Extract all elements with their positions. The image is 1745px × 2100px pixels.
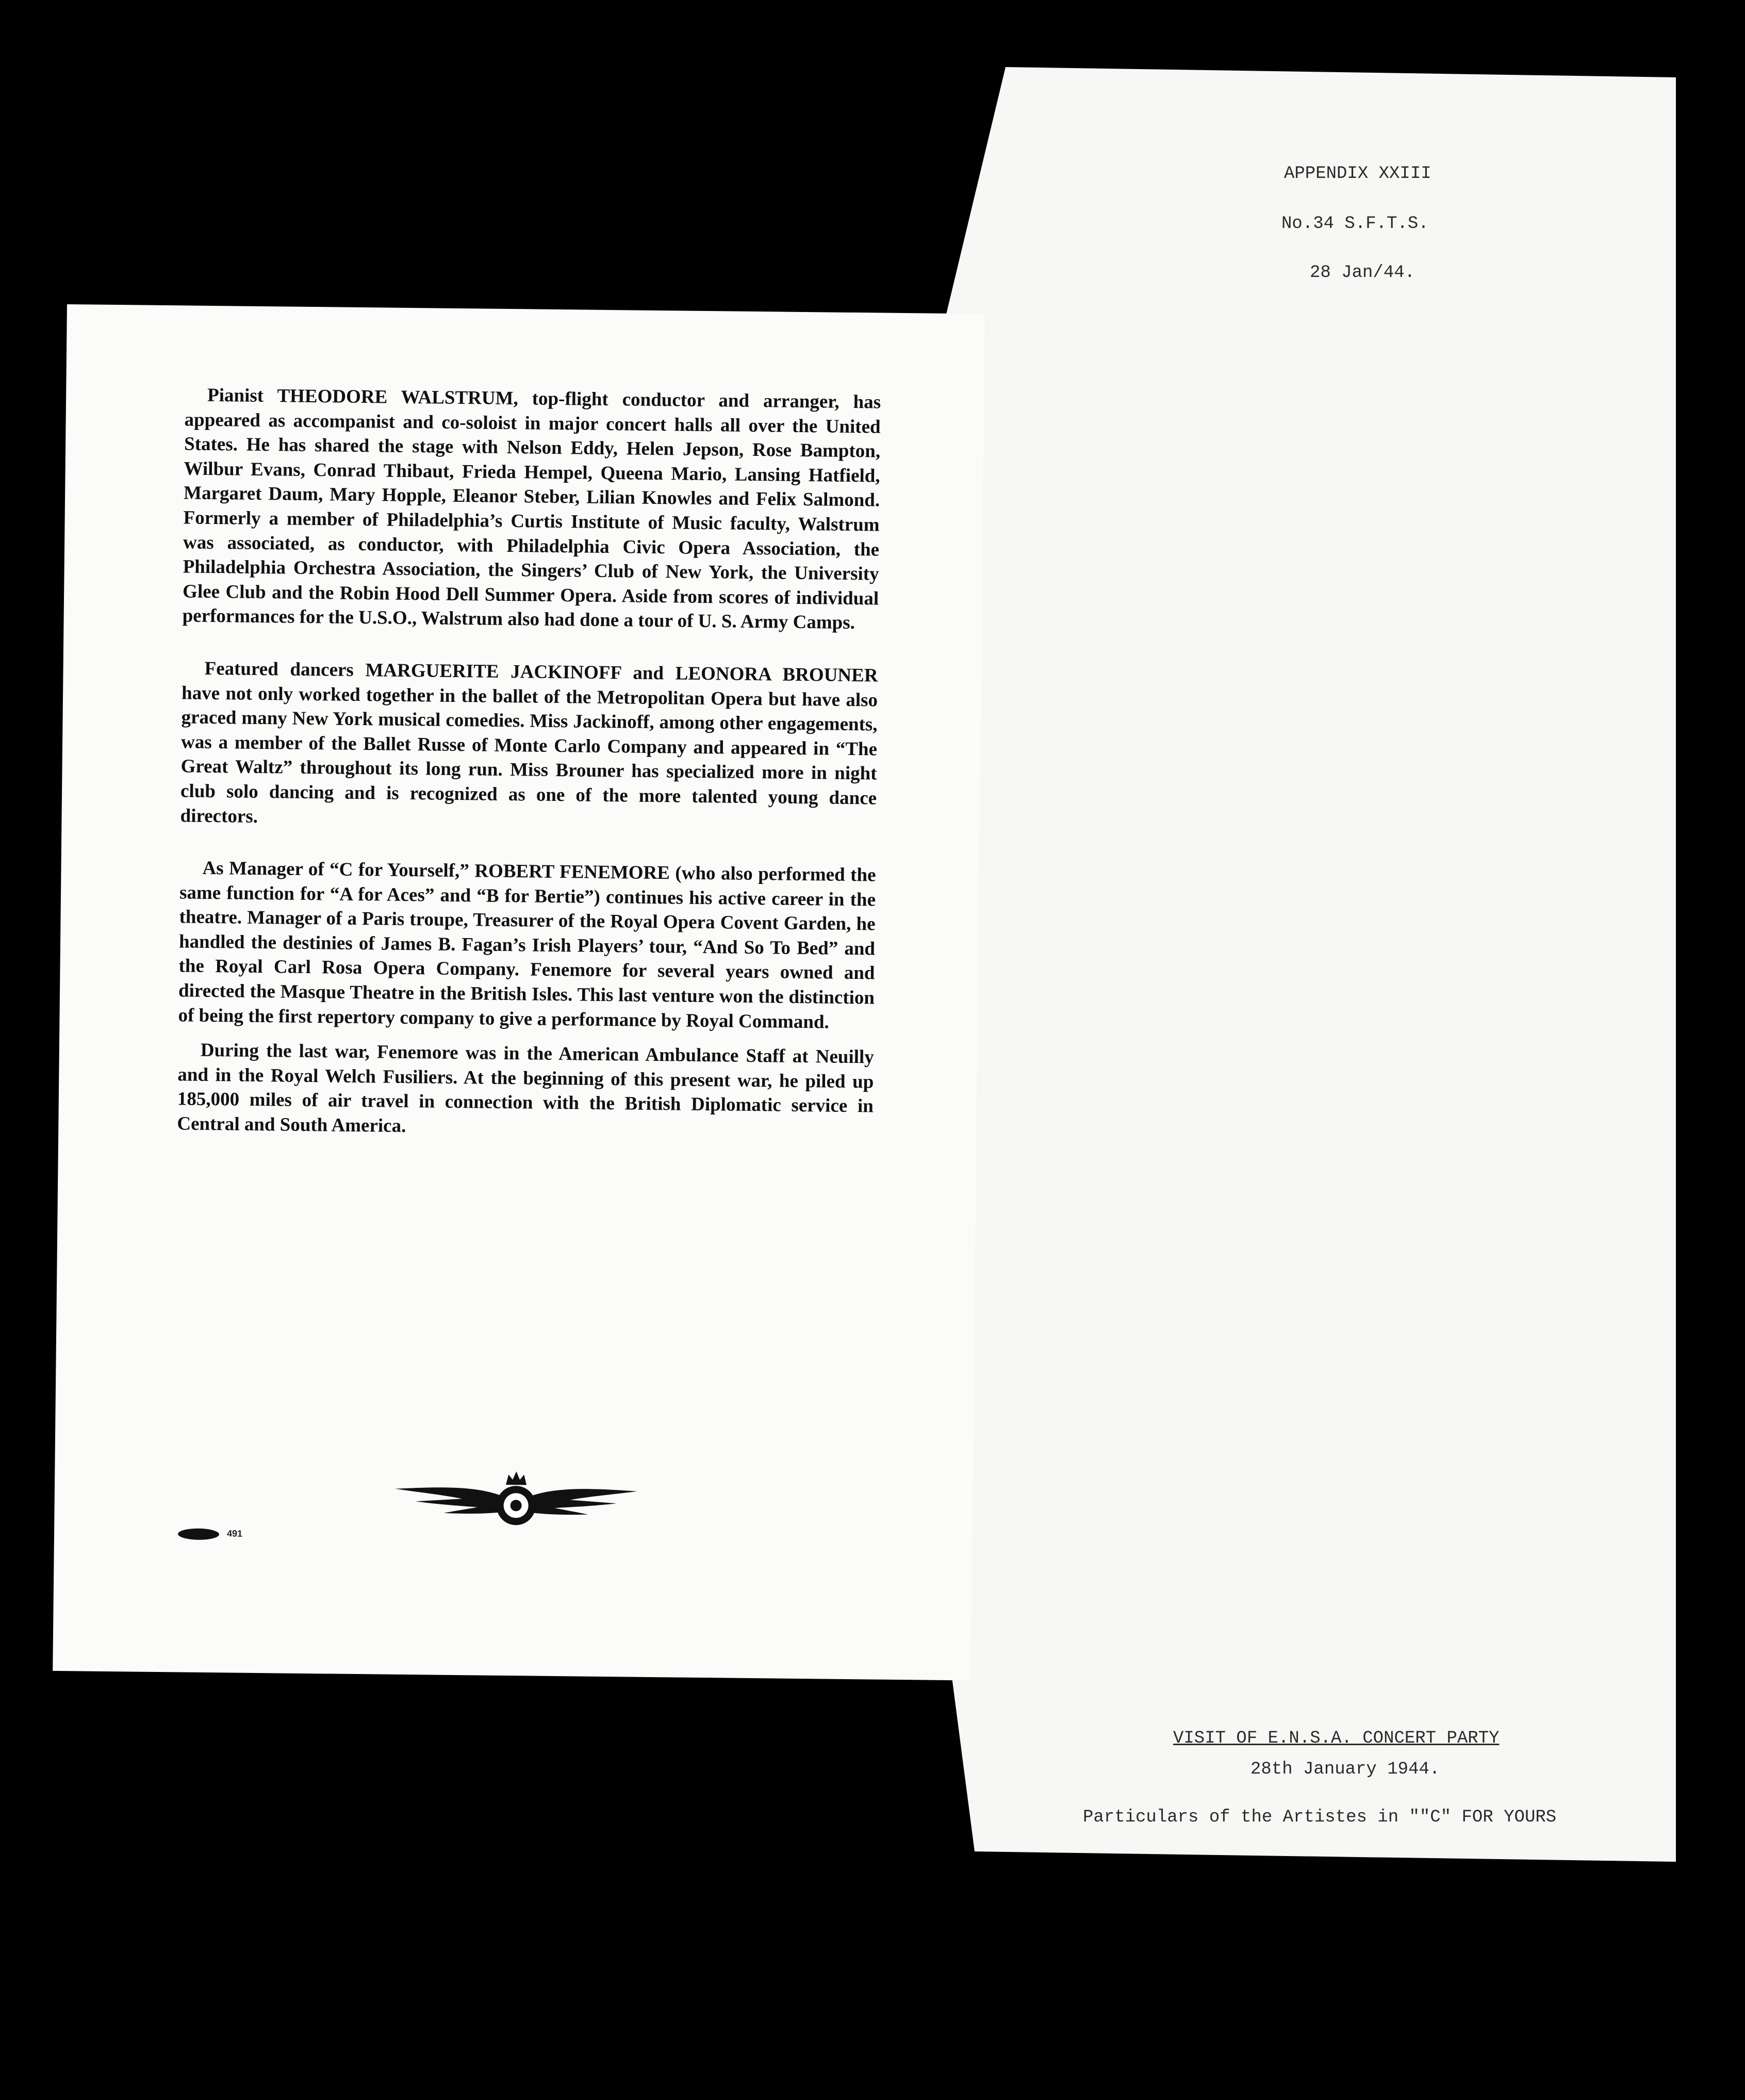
visit-date: 28th January 1944.: [1250, 1760, 1440, 1779]
printer-mark-icon: [178, 1528, 219, 1540]
raf-wings-emblem: [394, 1463, 637, 1533]
artist-biographies: [177, 383, 881, 1143]
fenemore-paragraph: As Manager of “C for Yourself,” ROBERT FENEMORE (who also performed the same function for “A for Aces” and “B for Bertie”) continues his active career in the theatre. Manager of a Paris troupe, Treasurer of the Royal Opera Covent Garden, he handled the destinies of James B. Fagan’s Irish Players’ tour, “And So To Bed” and the Royal Carl Rosa Opera Company. Fenemore for several years owned and directed the Masque Theatre in the British Isles. This last venture won the distinction of being the first repertory company to give a performance by Royal Command.: [178, 857, 876, 1033]
short-date: 28 Jan/44.: [1310, 263, 1415, 283]
dancers-paragraph: Featured dancers MARGUERITE JACKINOFF and LEONORA BROUNER have not only worked together in the ballet of the Metropolitan Opera but have also graced many New York musical comedies. Miss Jackinoff, among other engagements, was a member of the Ballet Russe of Monte Carlo Company and appeared in “The Great Waltz” throughout its long run. Miss Brouner has specialized more in night club solo dancing and is recognized as one of the more talented young dance directors.: [180, 658, 878, 827]
fenemore-war-paragraph: During the last war, Fenemore was in the American Ambulance Staff at Neuilly and in the Royal Welch Fusiliers. At the beginning of this present war, he piled up 185,000 miles of air travel in connection with the British Diplomatic service in Central and South America.: [177, 1040, 875, 1137]
programme-page: [53, 304, 985, 1680]
unit-designation: No.34 S.F.T.S.: [1281, 214, 1429, 234]
appendix-sheet: [944, 67, 1676, 1862]
appendix-number: APPENDIX XXIII: [1284, 164, 1431, 184]
walstrum-paragraph: Pianist THEODORE WALSTRUM, top-flight conductor and arranger, has appeared as accompanist and co-soloist in major concert halls all over the United States. He has shared the stage with Nelson Eddy, Helen Jepson, Rose Bampton, Wilbur Evans, Conrad Thibaut, Frieda Hempel, Queena Mario, Lansing Hatfield, Margaret Daum, Mary Hopple, Eleanor Steber, Lilian Knowles and Felix Salmond. Formerly a member of Philadelphia’s Curtis Institute of Music faculty, Walstrum was associated, as conductor, with Philadelphia Civic Opera Association, the Philadelphia Orchestra Association, the Singers’ Club of New York, the University Glee Club and the Robin Hood Dell Summer Opera. Aside from scores of individual performances for the U.S.O., Walstrum also had done a tour of U. S. Army Camps.: [182, 384, 881, 634]
visit-heading: VISIT OF E.N.S.A. CONCERT PARTY: [1173, 1729, 1500, 1748]
print-number: 491: [226, 1528, 243, 1539]
particulars-line: Particulars of the Artistes in ""C" FOR YOURS: [1083, 1808, 1557, 1827]
